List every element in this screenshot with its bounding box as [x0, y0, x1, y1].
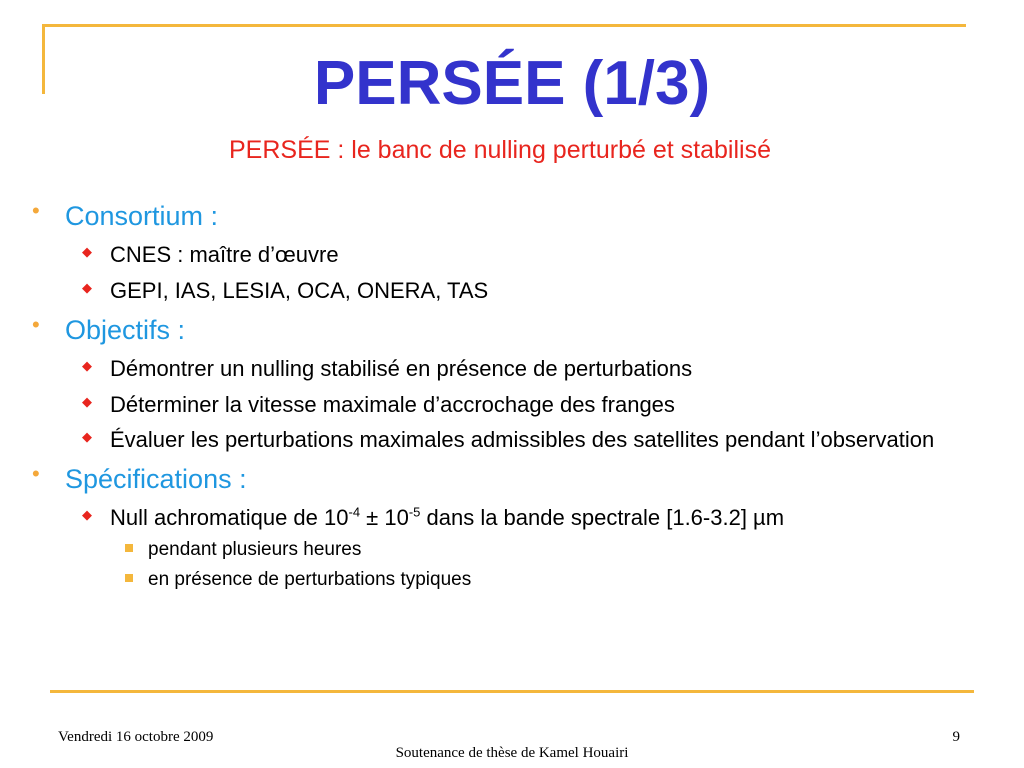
top-frame-line	[42, 24, 966, 27]
diamond-bullet-icon: ◆	[82, 507, 92, 523]
diamond-bullet-icon: ◆	[82, 429, 92, 445]
diamond-bullet-icon: ◆	[82, 244, 92, 260]
list-item	[30, 241, 990, 270]
spec-suffix: dans la bande spectrale [1.6-3.2] µm	[420, 505, 785, 531]
bullet-dot-icon: •	[32, 311, 40, 337]
list-item-text: GEPI, IAS, LESIA, OCA, ONERA, TAS	[110, 278, 489, 304]
footer-date: Vendredi 16 octobre 2009	[58, 729, 214, 745]
list-item	[30, 355, 990, 384]
list-item	[30, 391, 990, 420]
slide-content	[30, 192, 990, 592]
square-bullet-icon	[125, 574, 133, 582]
sub-list-item-text: pendant plusieurs heures	[148, 538, 362, 560]
sub-list-item	[30, 568, 990, 593]
spec-text	[110, 505, 784, 530]
page-number: 9	[952, 729, 960, 745]
section-heading: Spécifications :	[65, 463, 247, 494]
sub-list-item-text: en présence de perturbations typiques	[148, 568, 472, 590]
footer-divider	[50, 690, 974, 693]
list-item-text: Évaluer les perturbations maximales admissibles des satellites pendant l’observation	[110, 427, 935, 453]
diamond-bullet-icon: ◆	[82, 393, 92, 409]
diamond-bullet-icon: ◆	[82, 280, 92, 296]
list-item-text: CNES : maître d’œuvre	[110, 242, 339, 268]
sub-list-item	[30, 538, 990, 563]
bullet-dot-icon: •	[32, 198, 40, 223]
section-objectifs	[30, 312, 990, 348]
list-item-text: Démontrer un nulling stabilisé en présence de perturbations	[110, 356, 693, 382]
spec-middle: ± 10	[360, 505, 409, 531]
section-heading: Objectifs :	[65, 314, 186, 345]
diamond-bullet-icon: ◆	[82, 358, 92, 374]
list-item	[30, 426, 990, 455]
bullet-dot-icon: •	[32, 460, 40, 486]
slide-subtitle: PERSÉE : le banc de nulling perturbé et stabilisé	[229, 136, 771, 164]
list-item	[30, 504, 990, 533]
spec-prefix: Null achromatique de 10	[110, 505, 349, 531]
section-heading: Consortium :	[65, 201, 219, 231]
section-consortium	[30, 198, 990, 234]
list-item	[30, 277, 990, 306]
slide-title: PERSÉE (1/3)	[313, 49, 711, 118]
list-item-text: Déterminer la vitesse maximale d’accrochage des franges	[110, 391, 675, 417]
spec-exponent-1: -4	[348, 504, 361, 520]
spec-exponent-2: -5	[408, 504, 421, 520]
section-specifications	[30, 461, 990, 497]
footer-caption: Soutenance de thèse de Kamel Houairi	[395, 745, 629, 761]
square-bullet-icon	[125, 544, 133, 552]
